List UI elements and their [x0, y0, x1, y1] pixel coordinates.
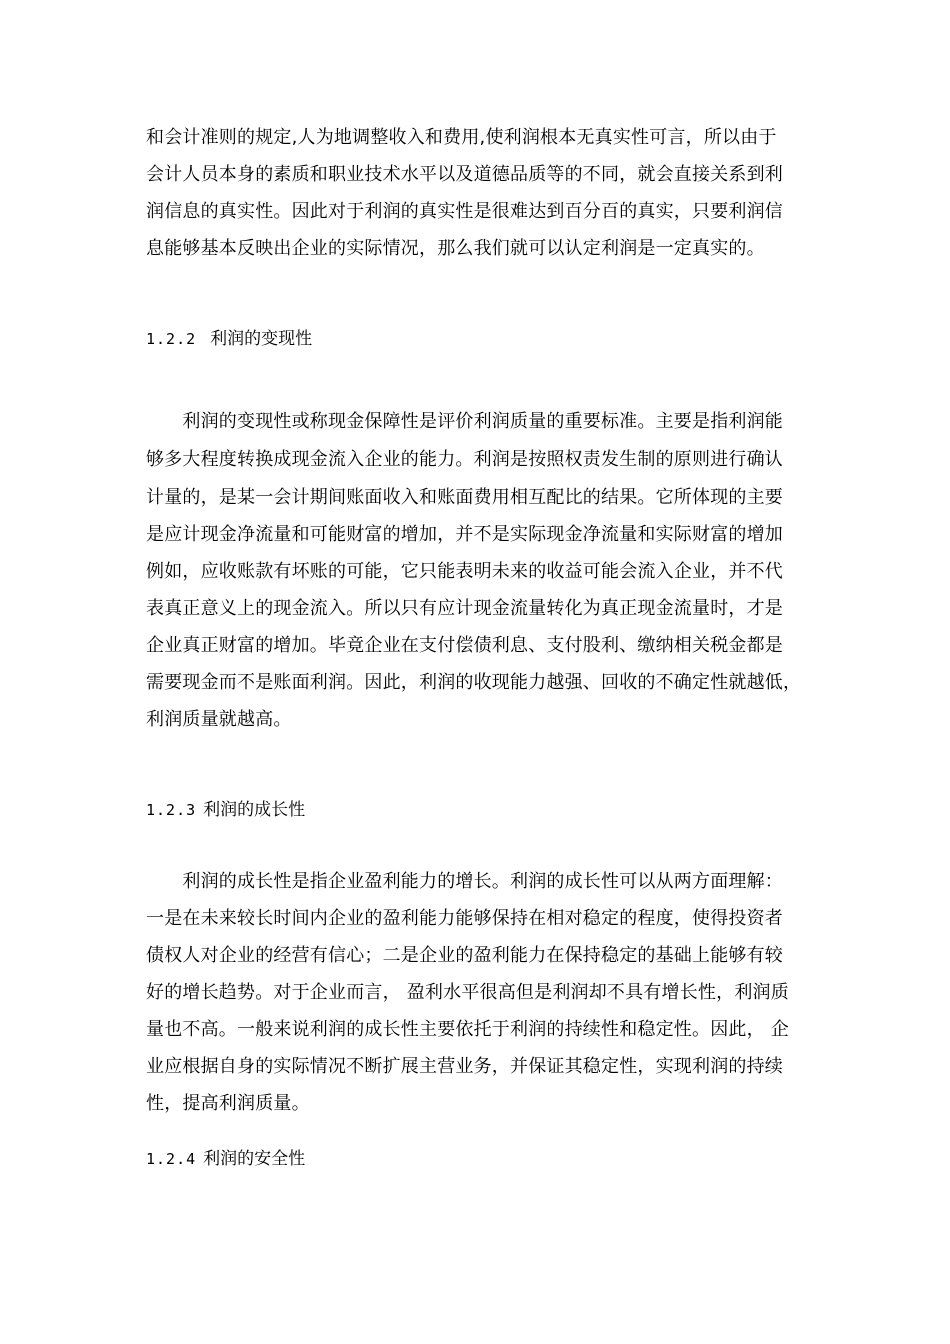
paragraph-3-line-2: 一是在未来较长时间内企业的盈利能力能够保持在相对稳定的程度，使得投资者: [146, 908, 783, 929]
paragraph-1-line-2: 会计人员本身的素质和职业技术水平以及道德品质等的不同，就会直接关系到利: [146, 164, 783, 185]
section-heading-1-2-4: [146, 1147, 305, 1171]
paragraph-2-line-4: 是应计现金净流量和可能财富的增加，并不是实际现金净流量和实际财富的增加: [146, 524, 783, 545]
paragraph-2-line-8: 需要现金而不是账面利润。因此，利润的收现能力越强、回收的不确定性就越低，: [146, 672, 802, 693]
paragraph-3-line-4: 好的增长趋势。对于企业而言， 盈利水平很高但是利润却不具有增长性，利润质: [146, 982, 789, 1003]
section-title: 利润的安全性: [203, 1149, 306, 1169]
paragraph-2-line-1: 利润的变现性或称现金保障性是评价利润质量的重要标准。主要是指利润能: [146, 411, 783, 432]
section-number: 1.2.4: [146, 1150, 197, 1168]
paragraph-2-line-6: 表真正意义上的现金流入。所以只有应计现金流量转化为真正现金流量时，才是: [146, 598, 783, 619]
paragraph-3-line-1: 利润的成长性是指企业盈利能力的增长。利润的成长性可以从两方面理解：: [146, 871, 783, 892]
paragraph-3-line-3: 债权人对企业的经营有信心；二是企业的盈利能力在保持稳定的基础上能够有较: [146, 945, 783, 966]
paragraph-1-line-4: 息能够基本反映出企业的实际情况，那么我们就可以认定利润是一定真实的。: [146, 238, 765, 259]
paragraph-3-line-5: 量也不高。一般来说利润的成长性主要依托于利润的持续性和稳定性。因此， 企: [146, 1019, 789, 1040]
section-heading-1-2-3: [146, 798, 305, 822]
section-title: 利润的成长性: [203, 800, 306, 820]
paragraph-3-line-6: 业应根据自身的实际情况不断扩展主营业务，并保证其稳定性，实现利润的持续: [146, 1056, 783, 1077]
paragraph-2-line-3: 计量的，是某一会计期间账面收入和账面费用相互配比的结果。它所体现的主要: [146, 487, 783, 508]
paragraph-2-line-7: 企业真正财富的增加。毕竟企业在支付偿债利息、支付股利、缴纳相关税金都是: [146, 635, 783, 656]
paragraph-2-line-5: 例如，应收账款有坏账的可能，它只能表明未来的收益可能会流入企业，并不代: [146, 561, 783, 582]
paragraph-2-line-2: 够多大程度转换成现金流入企业的能力。利润是按照权责发生制的原则进行确认: [146, 449, 783, 470]
paragraph-2-line-9: 利润质量就越高。: [146, 709, 292, 730]
section-number: 1.2.3: [146, 801, 197, 819]
paragraph-1-line-1: 和会计准则的规定,人为地调整收入和费用,使利润根本无真实性可言，所以由于: [146, 127, 777, 148]
section-number: 1.2.2: [146, 330, 197, 348]
paragraph-1-line-3: 润信息的真实性。因此对于利润的真实性是很难达到百分百的真实，只要利润信: [146, 201, 783, 222]
section-title: 利润的变现性: [210, 329, 313, 349]
paragraph-3-line-7: 性，提高利润质量。: [146, 1093, 310, 1114]
section-heading-1-2-2: [146, 327, 312, 351]
